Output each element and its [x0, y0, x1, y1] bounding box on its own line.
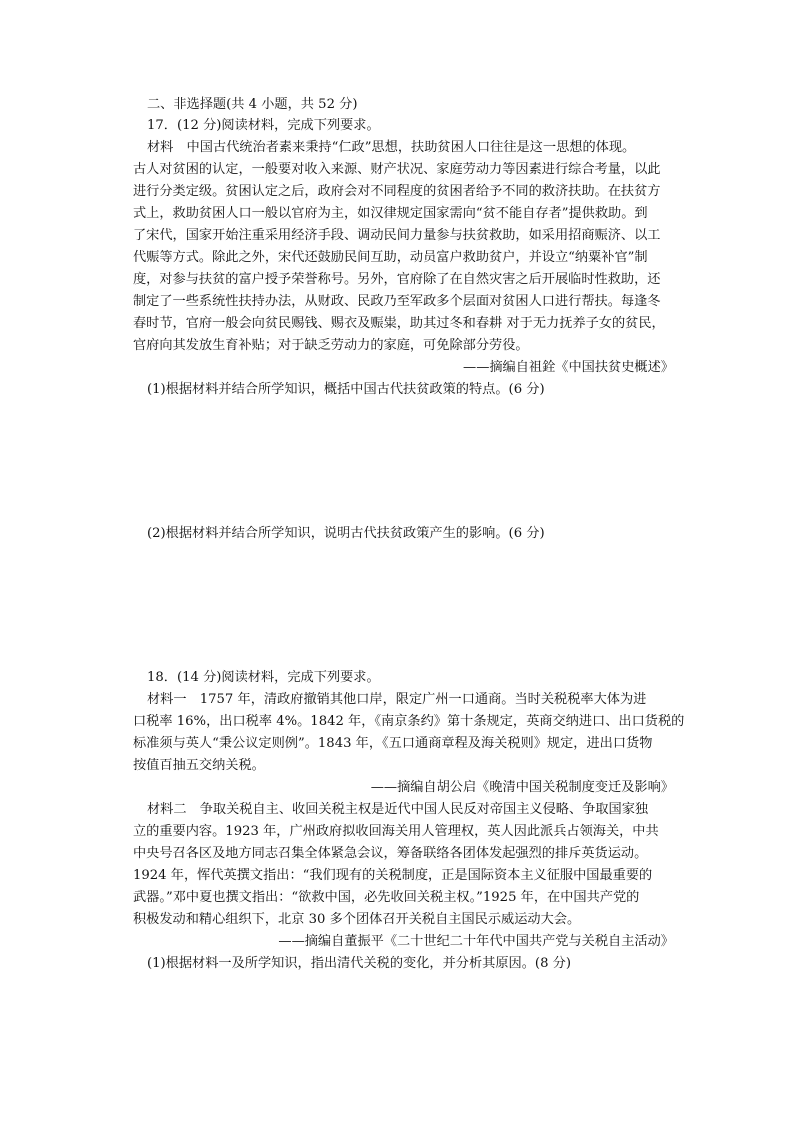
q18-material2-line: 1924 年，恽代英撰文指出：“我们现有的关税制度，正是国际资本主义征服中国最重要的 [133, 868, 653, 883]
q17-material-line: 春时节，官府一般会向贫民赐钱、赐衣及赈粜，助其过冬和春耕 对于无力抚养子女的贫民， [133, 316, 665, 331]
q17-source: ——摘编自祖銓《中国扶贫史概述》 [463, 360, 674, 375]
q18-material1-line: 材料一 1757 年，清政府撤销其他口岸，限定广州一口通商。当时关税税率大体为进 [147, 692, 647, 707]
q18-material1-line: 按值百抽五交纳关税。 [133, 758, 265, 773]
q17-subquestion-1: (1)根据材料并结合所学知识，概括中国古代扶贫政策的特点。(6 分) [147, 382, 545, 397]
q18-material2-line: 材料二 争取关税自主、收回关税主权是近代中国人民反对帝国主义侵略、争取国家独 [147, 802, 649, 817]
q18-material2-line: 立的重要内容。1923 年，广州政府拟收回海关用人管理权，英人因此派兵占领海关，中共 [133, 824, 659, 839]
q17-material-line: 度，对参与扶贫的富户授予荣誉称号。另外，官府除了在自然灾害之后开展临时性救助，还 [133, 272, 661, 287]
q17-header: 17．(12 分)阅读材料，完成下列要求。 [147, 118, 380, 133]
q17-material-line: 式上，救助贫困人口一般以官府为主，如汉律规定国家需向“贫不能自存者”提供救助。到 [133, 206, 648, 221]
q18-subquestion-1: (1)根据材料一及所学知识，指出清代关税的变化，并分析其原因。(8 分) [147, 956, 571, 971]
q18-material2-line: 中央号召各区及地方同志召集全体紧急会议，筹备联络各团体发起强烈的排斥英货运动。 [133, 846, 648, 861]
q18-header: 18．(14 分)阅读材料，完成下列要求。 [147, 670, 380, 685]
q18-material2-line: 积极发动和精心组织下，北京 30 多个团体召开关税自主国民示威运动大会。 [133, 912, 581, 927]
q17-material-line: 代赈等方式。除此之外，宋代还鼓励民间互助，动员富户救助贫户，并设立“纳粟补官”制 [133, 250, 648, 265]
q17-material-line: 进行分类定级。贫困认定之后，政府会对不同程度的贫困者给予不同的救济扶助。在扶贫方 [133, 184, 661, 199]
q18-material1-line: 口税率 16%，出口税率 4%。1842 年，《南京条约》第十条规定，英商交纳进口、出口货税的 [133, 714, 685, 729]
q17-material-line: 制定了一些系统性扶持办法，从财政、民政乃至军政多个层面对贫困人口进行帮扶。每逢冬 [133, 294, 661, 309]
q18-material1-line: 标准须与英人“秉公议定则例”。1843 年，《五口通商章程及海关税则》规定，进出口货物 [133, 736, 653, 751]
q17-material-line: 材料 中国古代统治者素来秉持“仁政”思想，扶助贫困人口往往是这一思想的体现。 [147, 140, 636, 155]
q17-material-line: 官府向其发放生育补贴；对于缺乏劳动力的家庭，可免除部分劳役。 [133, 338, 529, 353]
q17-material-line: 古人对贫困的认定，一般要对收入来源、财产状况、家庭劳动力等因素进行综合考量，以此 [133, 162, 661, 177]
q18-source-2: ——摘编自董振平《二十世纪二十年代中国共产党与关税自主活动》 [278, 934, 674, 949]
q18-material2-line: 武器。”邓中夏也撰文指出：“欲救中国，必先收回关税主权。”1925 年，在中国共产党的 [133, 890, 640, 905]
q18-source-1: ——摘编自胡公启《晚清中国关税制度变迁及影响》 [370, 780, 674, 795]
section-title: 二、非选择题(共 4 小题，共 52 分) [147, 97, 358, 112]
q17-material-line: 了宋代，国家开始注重采用经济手段、调动民间力量参与扶贫救助，如采用招商赈济、以工 [133, 228, 661, 243]
q17-subquestion-2: (2)根据材料并结合所学知识，说明古代扶贫政策产生的影响。(6 分) [147, 526, 545, 541]
